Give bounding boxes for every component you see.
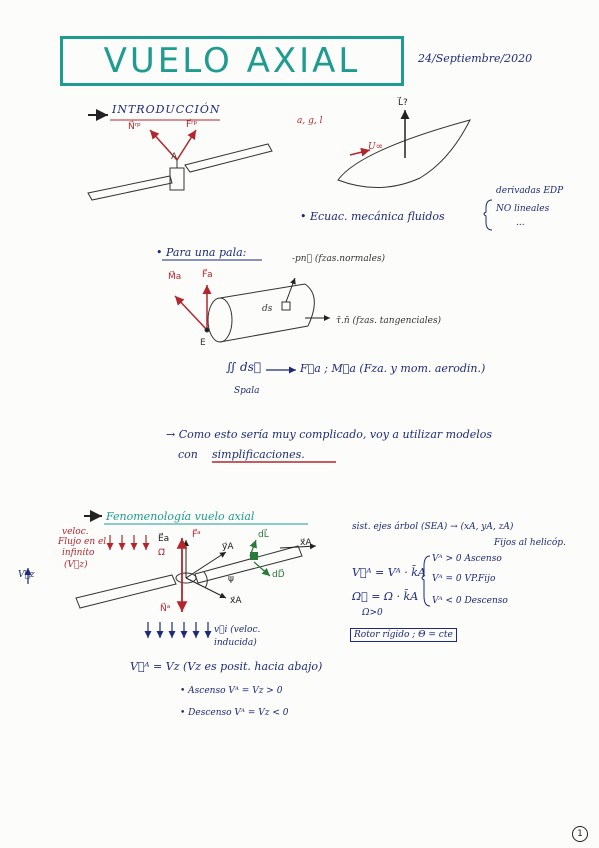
eq-omega: Ω⃗ = Ω · k̄A bbox=[352, 590, 419, 603]
note-line-1: → Como esto sería muy complicado, voy a utilizar modelos bbox=[166, 428, 493, 441]
bullet-ecuac: • Ecuac. mecánica fluidos bbox=[300, 210, 445, 223]
fenomeno-heading: Fenomenología vuelo axial bbox=[106, 510, 255, 523]
label-ya: y⃗A bbox=[222, 542, 234, 552]
intro-heading: INTRODUCCIÓN bbox=[112, 103, 221, 116]
intro-rotor-sketch bbox=[88, 130, 272, 200]
label-lift: L⃗? bbox=[398, 98, 408, 108]
label-vinf: U∞ bbox=[368, 142, 384, 152]
note-line-2b: simplificaciones. bbox=[212, 448, 305, 461]
date: 24/Septiembre/2020 bbox=[418, 52, 533, 65]
freestream-arrows bbox=[110, 535, 146, 550]
label-ea: E⃗a bbox=[158, 534, 170, 544]
descenso-line: • Descenso Vᴬ = Vz < 0 bbox=[180, 708, 289, 718]
fijos: Fijos al helicóp. bbox=[494, 538, 566, 548]
label-xa-2: x⃗A bbox=[230, 596, 242, 606]
velo-line-3: infinito bbox=[62, 548, 95, 558]
page-title: VUELO AXIAL bbox=[103, 41, 361, 81]
label-fa: F⃗a bbox=[202, 270, 213, 280]
label-nrp: N⃗ʳᵖ bbox=[128, 122, 141, 132]
note-line-2a: con bbox=[178, 448, 198, 461]
ascenso-line: • Ascenso Vᴬ = Vz > 0 bbox=[180, 686, 283, 696]
velo-line-1: veloc. bbox=[62, 527, 89, 537]
brace-edp bbox=[484, 200, 492, 230]
label-vi: v⃗i (veloc. inducida) bbox=[214, 625, 261, 648]
brace-line-1: derivadas EDP bbox=[496, 186, 564, 196]
velo-line-2: Flujo en el bbox=[58, 537, 107, 547]
vz-definition: V⃗ᴬ = Vz (Vz es posit. hacia abajo) bbox=[130, 660, 323, 673]
case-descenso: Vᴬ < 0 Descenso bbox=[432, 596, 508, 606]
integral-result: F⃗a ; M⃗a (Fza. y mom. aerodin.) bbox=[300, 362, 486, 375]
label-pn: -pn⃗ (fzas.normales) bbox=[292, 254, 386, 264]
induced-velocity-arrows bbox=[148, 622, 208, 638]
brace-line-2: NO lineales bbox=[496, 204, 550, 214]
integral-sub: Spala bbox=[234, 386, 260, 396]
page-number: 1 bbox=[572, 826, 588, 842]
label-na: N⃗ᵃ bbox=[160, 604, 171, 614]
brace-cases bbox=[422, 556, 430, 606]
label-tau: τ̄.n̄ (fzas. tangenciales) bbox=[336, 316, 442, 326]
label-xa: x⃗A bbox=[300, 538, 312, 548]
integral: ∬ ds⃗ bbox=[226, 360, 262, 374]
label-agl: a, g, l bbox=[297, 116, 323, 126]
label-ds: ds bbox=[262, 304, 273, 314]
eq-va: V⃗ᴬ = Vᴬ · k̄A bbox=[352, 566, 426, 579]
label-frp: F⃗ʳᵖ bbox=[186, 120, 198, 130]
eq-omega-sub: Ω>0 bbox=[362, 608, 383, 618]
rotor-rigido-box: Rotor rígido ; Θ = cte bbox=[350, 628, 457, 642]
label-omega: Ω⃗ bbox=[158, 548, 165, 558]
sist-ejes: sist. ejes árbol (SEA) → (xA, yA, zA) bbox=[352, 522, 514, 532]
label-dd: dD⃗ bbox=[272, 570, 285, 580]
label-fa-rotor: F⃗ᵃ bbox=[192, 530, 201, 540]
label-e: E bbox=[200, 338, 206, 348]
label-a: A bbox=[171, 152, 178, 162]
label-psi: ψ bbox=[228, 574, 234, 584]
label-ma: M⃗a bbox=[168, 272, 182, 282]
airfoil-sketch bbox=[338, 110, 470, 188]
blade-cylinder-sketch bbox=[175, 278, 330, 342]
velo-line-4: (V⃗z) bbox=[64, 560, 88, 570]
case-vp-fijo: Vᴬ = 0 VP.Fijo bbox=[432, 574, 496, 584]
pala-heading: • Para una pala: bbox=[156, 246, 247, 259]
label-vz-side: V⃗z bbox=[18, 570, 35, 580]
brace-line-3: ... bbox=[516, 218, 525, 228]
case-ascenso: Vᴬ > 0 Ascenso bbox=[432, 554, 502, 564]
label-dl: dL⃗ bbox=[258, 530, 269, 540]
